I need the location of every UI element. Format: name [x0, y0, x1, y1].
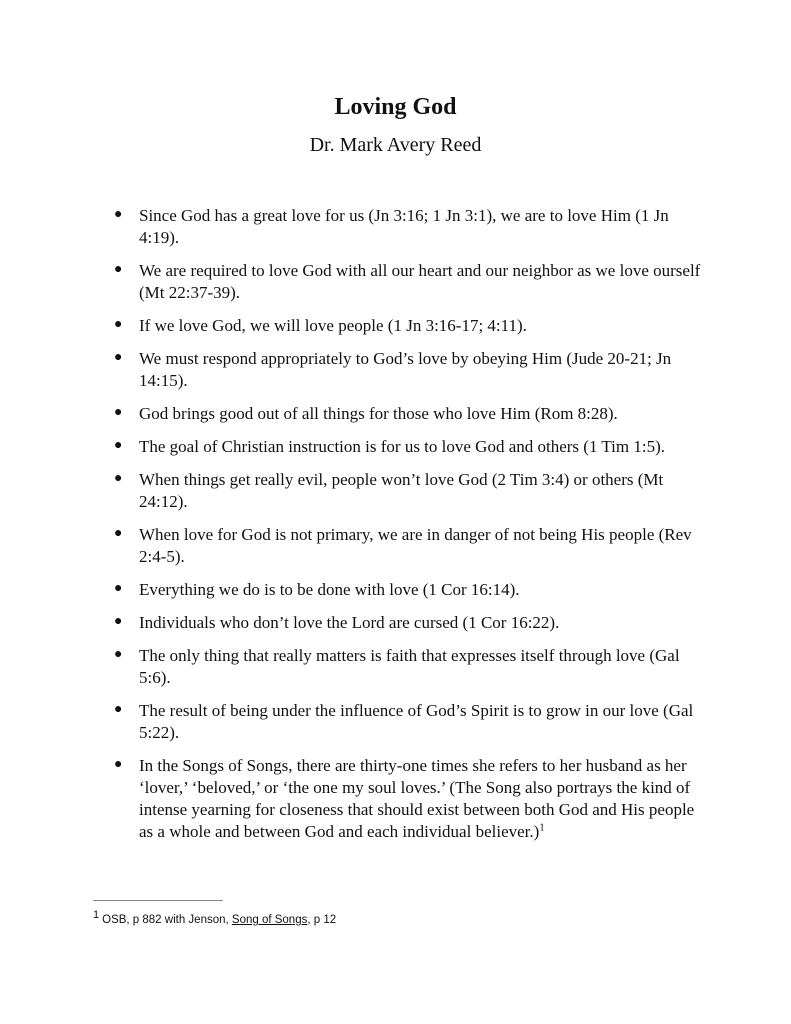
bullet-text: The result of being under the influence of God’s Spirit is to grow in our love (Gal 5:22). — [139, 701, 694, 742]
bullet-icon: ● — [114, 350, 123, 365]
footnote-reference[interactable]: 1 — [539, 821, 545, 834]
list-item — [112, 612, 702, 634]
list-item — [112, 315, 702, 337]
bullet-text: Since God has a great love for us (Jn 3:16; 1 Jn 3:1), we are to love Him (1 Jn 4:19). — [139, 206, 669, 247]
list-item — [112, 260, 702, 304]
bullet-icon: ● — [114, 702, 123, 717]
bullet-icon: ● — [114, 471, 123, 486]
bullet-icon: ● — [114, 405, 123, 420]
bullet-icon: ● — [114, 757, 123, 772]
bullet-text: The only thing that really matters is faith that expresses itself through love (Gal 5:6). — [139, 646, 680, 687]
bullet-icon: ● — [114, 438, 123, 453]
list-item — [112, 469, 702, 513]
bullet-icon: ● — [114, 614, 123, 629]
list-item — [112, 700, 702, 744]
bullet-icon: ● — [114, 526, 123, 541]
bullet-icon: ● — [114, 647, 123, 662]
bullet-icon: ● — [114, 207, 123, 222]
footnote-number: 1 — [93, 909, 100, 922]
list-item — [112, 348, 702, 392]
footnote-suffix: , p 12 — [307, 914, 337, 926]
list-item — [112, 205, 702, 249]
bullet-icon: ● — [114, 317, 123, 332]
bullet-text: If we love God, we will love people (1 Jn 3:16-17; 4:11). — [139, 316, 527, 335]
bullet-text: Everything we do is to be done with love (1 Cor 16:14). — [139, 580, 520, 599]
bullet-icon: ● — [114, 262, 123, 277]
footnote-book-title: Song of Songs — [231, 914, 308, 926]
list-item — [112, 755, 702, 843]
document-author: Dr. Mark Avery Reed — [309, 134, 482, 156]
bullet-text: Individuals who don’t love the Lord are cursed (1 Cor 16:22). — [139, 613, 560, 632]
list-item — [112, 645, 702, 689]
list-item — [112, 403, 702, 425]
footnote — [93, 909, 693, 928]
bullet-text: The goal of Christian instruction is for us to love God and others (1 Tim 1:5). — [139, 437, 666, 456]
bullet-list — [112, 205, 702, 854]
bullet-text: When things get really evil, people won’t love God (2 Tim 3:4) or others (Mt 24:12). — [139, 470, 664, 511]
list-item — [112, 579, 702, 601]
bullet-text: God brings good out of all things for those who love Him (Rom 8:28). — [139, 404, 618, 423]
bullet-icon: ● — [114, 581, 123, 596]
bullet-text: When love for God is not primary, we are in danger of not being His people (Rev 2:4-5). — [139, 525, 692, 566]
document-title: Loving God — [334, 94, 457, 120]
footnote-separator — [93, 900, 223, 901]
bullet-text: We must respond appropriately to God’s love by obeying Him (Jude 20-21; Jn 14:15). — [139, 349, 672, 390]
list-item — [112, 524, 702, 568]
bullet-text: In the Songs of Songs, there are thirty-one times she refers to her husband as her ‘lover,’ ‘beloved,’ or ‘the one my soul loves.’ (The Song also portrays the kind of intense yearning for closeness that should exist between both God and His people as a whole and between God and each individual believer.)$^1$ — [139, 756, 695, 841]
list-item — [112, 436, 702, 458]
bullet-text: We are required to love God with all our heart and our neighbor as we love ourself (Mt 22:37-39). — [139, 261, 701, 302]
footnote-prefix: OSB, p 882 with Jenson, — [102, 914, 232, 926]
